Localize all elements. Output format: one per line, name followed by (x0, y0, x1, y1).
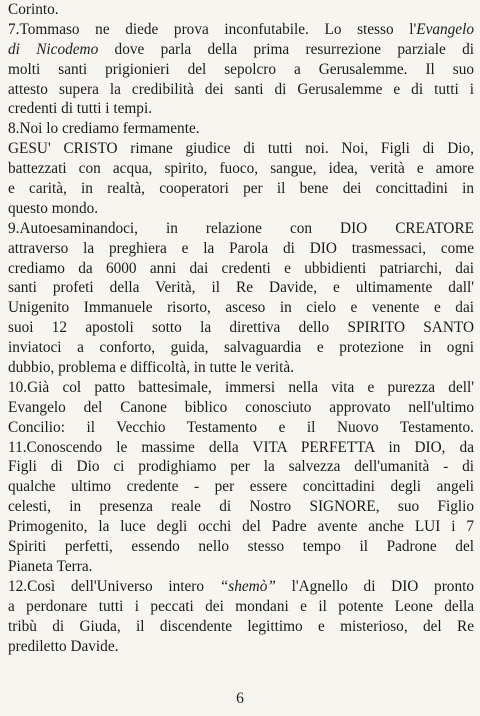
text-segment: 9.Autoesaminandoci, in relazione con DIO CREATORE (8, 219, 474, 237)
text-line (8, 477, 474, 497)
text-line (8, 497, 474, 517)
text-segment: Primogenito, la luce degli occhi del Padre avente anche LUI i 7 (8, 518, 474, 536)
text-line (8, 338, 474, 358)
text-line (8, 219, 474, 239)
text-line (8, 637, 474, 657)
text-segment: 8.Noi lo crediamo fermamente. (8, 120, 200, 138)
page-number: 6 (236, 690, 244, 707)
text-segment: credenti di tutti i tempi. (8, 100, 153, 118)
italic-text: Evangelo (416, 20, 474, 38)
text-segment: dubbio, problema e difficoltà, in tutte le verità. (8, 359, 295, 377)
text-segment: attraverso la preghiera e la Parola di DIO trasmessaci, come (8, 239, 474, 257)
text-line (8, 457, 474, 477)
text-line (8, 0, 474, 20)
text-segment: l'Agnello di DIO pronto (275, 577, 474, 595)
text-line (8, 597, 474, 617)
text-line (8, 179, 474, 199)
text-segment: 11.Conoscendo le massime della VITA PERFETTA in DIO, da (8, 438, 474, 456)
text-segment: qualche ultimo credente - per essere concittadini degli angeli (8, 478, 474, 496)
text-line (8, 398, 474, 418)
italic-text: “shemò” (219, 577, 276, 595)
text-line (8, 259, 474, 279)
text-segment: santi profeti della Verità, il Re Davide, e ultimamente dall' (8, 279, 474, 297)
text-segment: Figli di Dio ci prodighiamo per la salvezza dell'umanità - di (8, 458, 474, 476)
text-segment: Corinto. (8, 1, 59, 18)
text-segment: questo mondo. (8, 199, 99, 217)
text-line (8, 80, 474, 100)
text-line (8, 20, 474, 40)
text-line (8, 139, 474, 159)
text-segment: celesti, in presenza reale di Nostro SIGNORE, suo Figlio (8, 498, 474, 516)
text-line (8, 557, 474, 577)
text-line (8, 60, 474, 80)
text-segment: Spiriti perfetti, essendo nello stesso tempo il Padrone del (8, 538, 474, 556)
text-segment: suoi 12 apostoli sotto la direttiva dello SPIRITO SANTO (8, 319, 474, 337)
text-line (8, 40, 474, 60)
text-line (8, 378, 474, 398)
text-segment: GESU' CRISTO rimane giudice di tutti noi. Noi, Figli di Dio, (8, 140, 474, 158)
text-segment: e carità, in realtà, cooperatori per il bene dei concittadini in (8, 180, 474, 198)
text-segment: battezzati con acqua, spirito, fuoco, sangue, idea, verità e amore (8, 160, 474, 178)
text-line (8, 278, 474, 298)
text-line (8, 617, 474, 637)
text-line (8, 239, 474, 259)
text-line (8, 99, 474, 119)
text-line (8, 199, 474, 219)
italic-text: di Nicodemo (8, 40, 99, 58)
text-segment: crediamo da 6000 anni dai credenti e ubbidienti patriarchi, dai (8, 259, 474, 277)
text-line (8, 119, 474, 139)
text-line (8, 537, 474, 557)
text-segment: Concilio: il Vecchio Testamento e il Nuovo Testamento. (8, 418, 474, 436)
text-segment: tribù di Giuda, il discendente legittimo e misterioso, del Re (8, 617, 474, 635)
text-line (8, 159, 474, 179)
text-segment: dove parla della prima resurrezione parziale di (98, 40, 474, 58)
text-segment: 7.Tommaso ne diede prova inconfutabile. Lo stesso l' (8, 20, 417, 38)
text-segment: Unigenito Immanuele risorto, asceso in cielo e venente e dai (8, 299, 474, 317)
body-text (8, 0, 474, 656)
text-segment: attesto supera la credibilità dei santi di Gerusalemme e di tutti i (8, 80, 474, 98)
text-segment: 12.Così dell'Universo intero (8, 577, 220, 595)
text-line (8, 418, 474, 438)
text-line (8, 298, 474, 318)
text-segment: prediletto Davide. (8, 637, 119, 655)
text-segment: 10.Già col patto battesimale, immersi nella vita e purezza dell' (8, 378, 474, 396)
text-segment: Evangelo del Canone biblico conosciuto approvato nell'ultimo (8, 398, 474, 416)
text-segment: molti santi prigionieri del sepolcro a Gerusalemme. Il suo (8, 60, 474, 78)
text-line (8, 577, 474, 597)
text-segment: inviatoci a conforto, guida, salvaguardia e protezione in ogni (8, 339, 474, 357)
text-line (8, 517, 474, 537)
text-line (8, 318, 474, 338)
text-line (8, 358, 474, 378)
text-segment: Pianeta Terra. (8, 557, 93, 575)
text-segment: a perdonare tutti i peccati dei mondani e il potente Leone della (8, 597, 474, 615)
text-line (8, 438, 474, 458)
